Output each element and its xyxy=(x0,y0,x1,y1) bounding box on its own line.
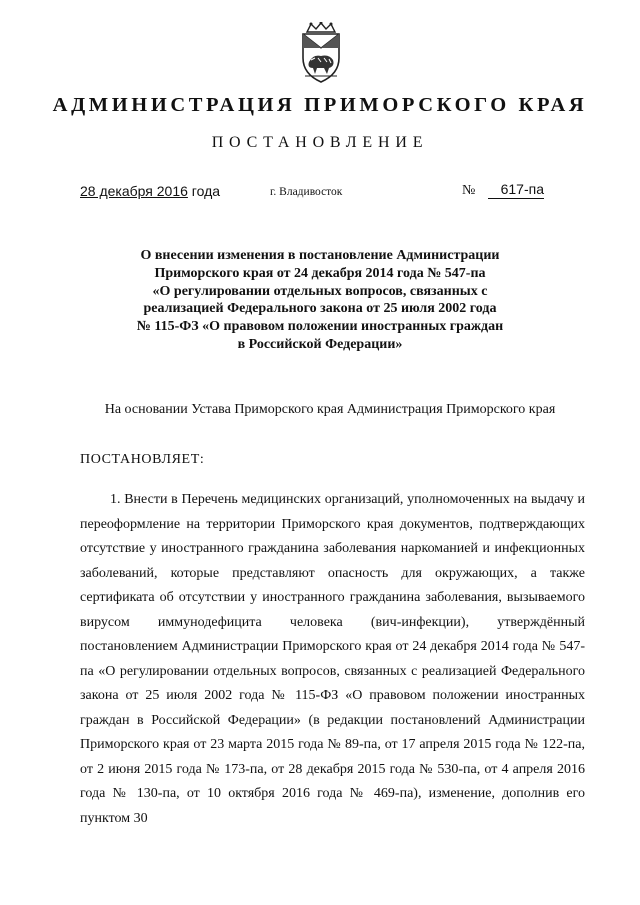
document-title xyxy=(100,247,540,354)
paragraph-1-text: 1. Внести в Перечень медицинских организаций, уполномоченных на выдачу и переоформление на территории Приморского края документов, подтверждающих отсутствие у иностранного гражданина заболевания наркоманией и инфекционных заболеваний, которые представляют опасность для окружающих, а также сертификата об отсутствии у иностранного гражданина заболевания, вызываемого вирусом иммунодефицита человека (вич-инфекции), утверждённый постановлением Администрации Приморского края от 24 декабря 2014 года № 547-па «О регулировании отдельных вопросов, связанных с реализацией Федерального закона от 25 июля 2002 года № 115-ФЗ «О правовом положении иностранных граждан в Российской Федерации» (в редакции постановлений Администрации Приморского края от 23 марта 2015 года № 89-па, от 17 апреля 2015 года № 122-па, от 2 июня 2015 года № 173-па, от 28 декабря 2015 года № 530-па, от 4 апреля 2016 года № 130-па, от 10 октября 2016 года № 469-па), изменение, дополнив его пунктом 30 xyxy=(80,492,585,826)
title-line: «О регулировании отдельных вопросов, связанных с xyxy=(152,283,488,299)
document-type: ПОСТАНОВЛЕНИЕ xyxy=(211,134,429,151)
title-line: Приморского края от 24 декабря 2014 года № 547-па xyxy=(154,265,486,281)
document-city: г. Владивосток xyxy=(270,186,343,198)
title-line: реализацией Федерального закона от 25 июля 2002 года xyxy=(143,301,497,317)
decree-heading: ПОСТАНОВЛЯЕТ: xyxy=(80,452,205,467)
organization-title: АДМИНИСТРАЦИЯ ПРИМОРСКОГО КРАЯ xyxy=(52,94,588,116)
document-number: 617-па xyxy=(488,181,544,199)
number-label: № xyxy=(462,183,476,198)
document-date xyxy=(80,183,220,199)
title-line: О внесении изменения в постановление Администрации xyxy=(140,248,500,263)
date-suffix: года xyxy=(187,183,221,199)
title-line: № 115-ФЗ «О правовом положении иностранных граждан xyxy=(136,319,504,335)
paragraph-1 xyxy=(80,488,585,831)
coat-of-arms-icon xyxy=(291,22,351,84)
legal-basis: На основании Устава Приморского края Администрация Приморского края xyxy=(104,402,556,417)
title-line: в Российской Федерации» xyxy=(237,336,403,352)
date-day-month: 28 декабря 2016 xyxy=(80,183,188,199)
